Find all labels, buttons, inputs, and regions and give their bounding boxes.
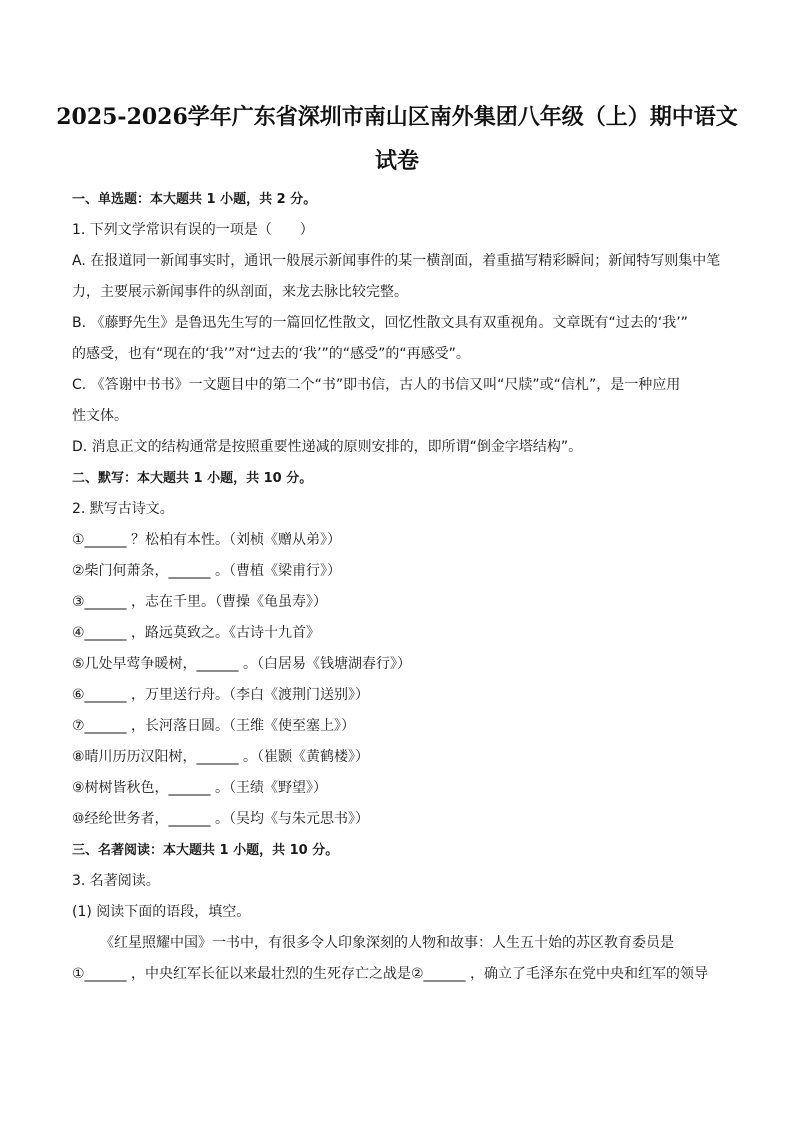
question-1-stem: 1. 下列文学常识有误的一项是（ ） [72, 222, 314, 238]
exam-title-line-2: 试卷 [374, 148, 419, 174]
option-d: D. 消息正文的结构通常是按照重要性递减的原则安排的，即所谓“倒金字塔结构”。 [72, 439, 583, 455]
reading-passage-line-1: 《红星照耀中国》一书中，有很多令人印象深刻的人物和故事：人生五十始的苏区教育委员是 [100, 935, 674, 951]
dictation-item-2: ②柴门何萧条，______ 。（曹植《梁甫行》） [72, 563, 341, 579]
section-heading-dictation: 二、默写：本大题共 1 小题，共 10 分。 [72, 471, 313, 486]
dictation-item-1: ①______ ？松柏有本性。（刘桢《赠从弟》） [72, 532, 341, 548]
option-c-line-2: 性文体。 [72, 408, 128, 424]
dictation-item-3: ③______ ，志在千里。（曹操《龟虽寿》） [72, 594, 328, 610]
dictation-item-7: ⑦______ ，长河落日圆。（王维《使至塞上》） [72, 718, 355, 734]
dictation-item-10: ⑩经纶世务者，______ 。（吴均《与朱元思书》） [72, 811, 369, 827]
option-b-line-1: B. 《藤野先生》是鲁迅先生写的一篇回忆性散文，回忆性散文具有双重视角。文章既有“过去的‘我’” [72, 315, 688, 331]
question-3-part-1-instruction: (1) 阅读下面的语段，填空。 [72, 904, 251, 920]
dictation-item-6: ⑥______ ，万里送行舟。（李白《渡荆门送别》） [72, 687, 369, 703]
reading-passage-line-2: ①______ ，中央红军长征以来最壮烈的生死存亡之战是②______ ，确立了毛泽东在党中央和红军的领导 [72, 966, 708, 982]
dictation-item-8: ⑧晴川历历汉阳树，______ 。（崔颢《黄鹤楼》） [72, 749, 369, 765]
exam-title-line-1: 2025-2026学年广东省深圳市南山区南外集团八年级（上）期中语文 [56, 104, 738, 130]
option-b-line-2: 的感受，也有“现在的‘我’”对“过去的‘我’”的“感受”的“再感受”。 [72, 346, 470, 362]
exam-content [72, 184, 722, 990]
option-c-line-1: C. 《答谢中书书》一文题目中的第二个“书”即书信，古人的书信又叫“尺牍”或“信札”，是一种应用 [72, 377, 681, 393]
option-a-line-2: 力，主要展示新闻事件的纵剖面，来龙去脉比较完整。 [72, 284, 408, 300]
dictation-item-4: ④______ ，路远莫致之。《古诗十九首》 [72, 625, 321, 641]
dictation-item-9: ⑨树树皆秋色，______ 。（王绩《野望》） [72, 780, 328, 796]
section-heading-single-choice: 一、单选题：本大题共 1 小题，共 2 分。 [72, 192, 317, 207]
question-2-stem: 2. 默写古诗文。 [72, 501, 174, 517]
question-3-stem: 3. 名著阅读。 [72, 873, 160, 889]
section-heading-classics-reading: 三、名著阅读：本大题共 1 小题，共 10 分。 [72, 843, 339, 858]
dictation-item-5: ⑤几处早莺争暖树，______ 。（白居易《钱塘湖春行》） [72, 656, 411, 672]
option-a-line-1: A. 在报道同一新闻事实时，通讯一般展示新闻事件的某一横剖面，着重描写精彩瞬间；新闻特写则集中笔 [72, 253, 721, 269]
